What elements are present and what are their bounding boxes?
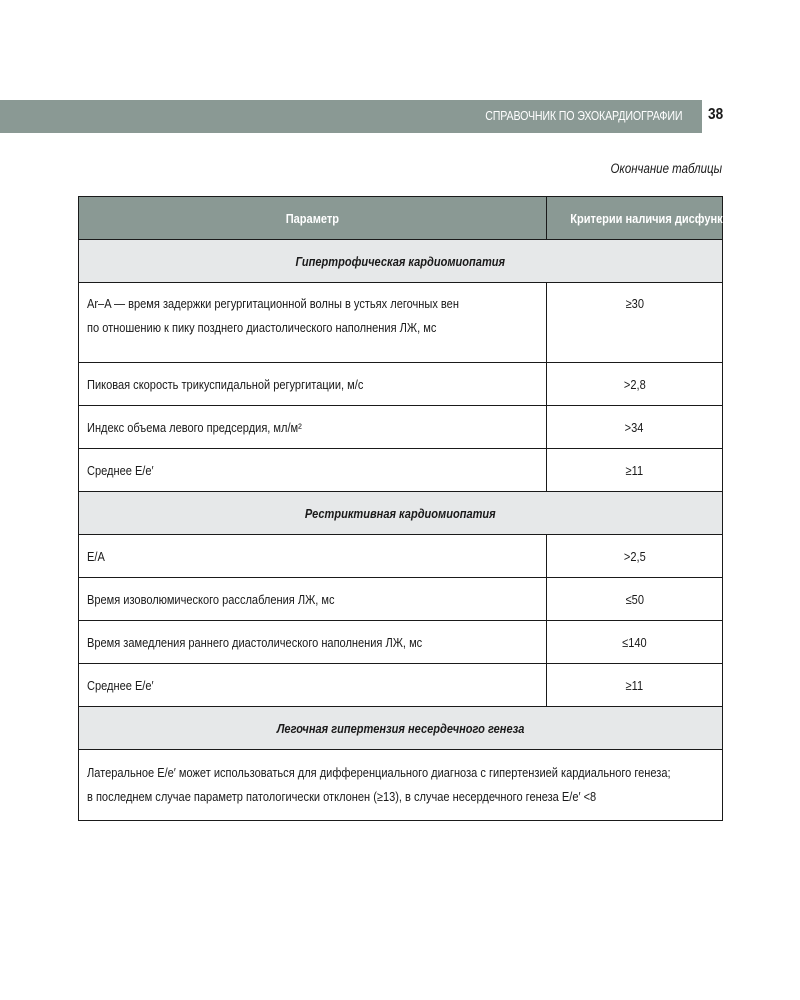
section-header-pulmonary-hypertension: Легочная гипертензия несердечного генеза [79,707,723,750]
page-number: 38 [708,106,724,123]
table-row [79,283,723,363]
table-note-row [79,750,723,821]
table-row [79,363,723,406]
param-cell: Среднее E/e′ [79,449,547,492]
table-continuation-caption: Окончание таблицы [610,160,722,176]
table-row [79,578,723,621]
param-cell: Время изоволюмического расслабления ЛЖ, мс [79,578,547,621]
note-cell: Латеральное E/e′ может использоваться для дифференциального диагноза с гипертензией кардиального генеза; в последнем случае параметр патологически отклонен (≥13), в случае несердечного генеза E/e′ <8 [79,750,723,821]
column-header-parameter: Параметр [79,197,547,240]
criterion-cell: >34 [547,406,723,449]
table-row [79,664,723,707]
criterion-cell: >2,5 [547,535,723,578]
param-cell: Пиковая скорость трикуспидальной регургитации, м/с [79,363,547,406]
table-header-row [79,197,723,240]
table-row [79,449,723,492]
param-cell: Среднее E/e′ [79,664,547,707]
table-row [79,535,723,578]
table-row [79,406,723,449]
criterion-cell: ≤140 [547,621,723,664]
param-cell: Ar–A — время задержки регургитационной волны в устьях легочных вен по отношению к пику позднего диастолического наполнения ЛЖ, мс [79,283,547,363]
section-header-restrictive: Рестриктивная кардиомиопатия [79,492,723,535]
column-header-criteria: Критерии наличия дисфункции [547,197,723,240]
criterion-cell: ≥30 [547,283,723,363]
criteria-table [78,196,744,821]
running-header-title: СПРАВОЧНИК ПО ЭХОКАРДИОГРАФИИ [484,108,682,123]
table-row [79,621,723,664]
section-header-hypertrophic: Гипертрофическая кардиомиопатия [79,240,723,283]
param-cell: Время замедления раннего диастолического наполнения ЛЖ, мс [79,621,547,664]
criterion-cell: ≥11 [547,449,723,492]
criterion-cell: ≤50 [547,578,723,621]
criterion-cell: ≥11 [547,664,723,707]
criterion-cell: >2,8 [547,363,723,406]
param-cell: E/A [79,535,547,578]
param-cell: Индекс объема левого предсердия, мл/м² [79,406,547,449]
